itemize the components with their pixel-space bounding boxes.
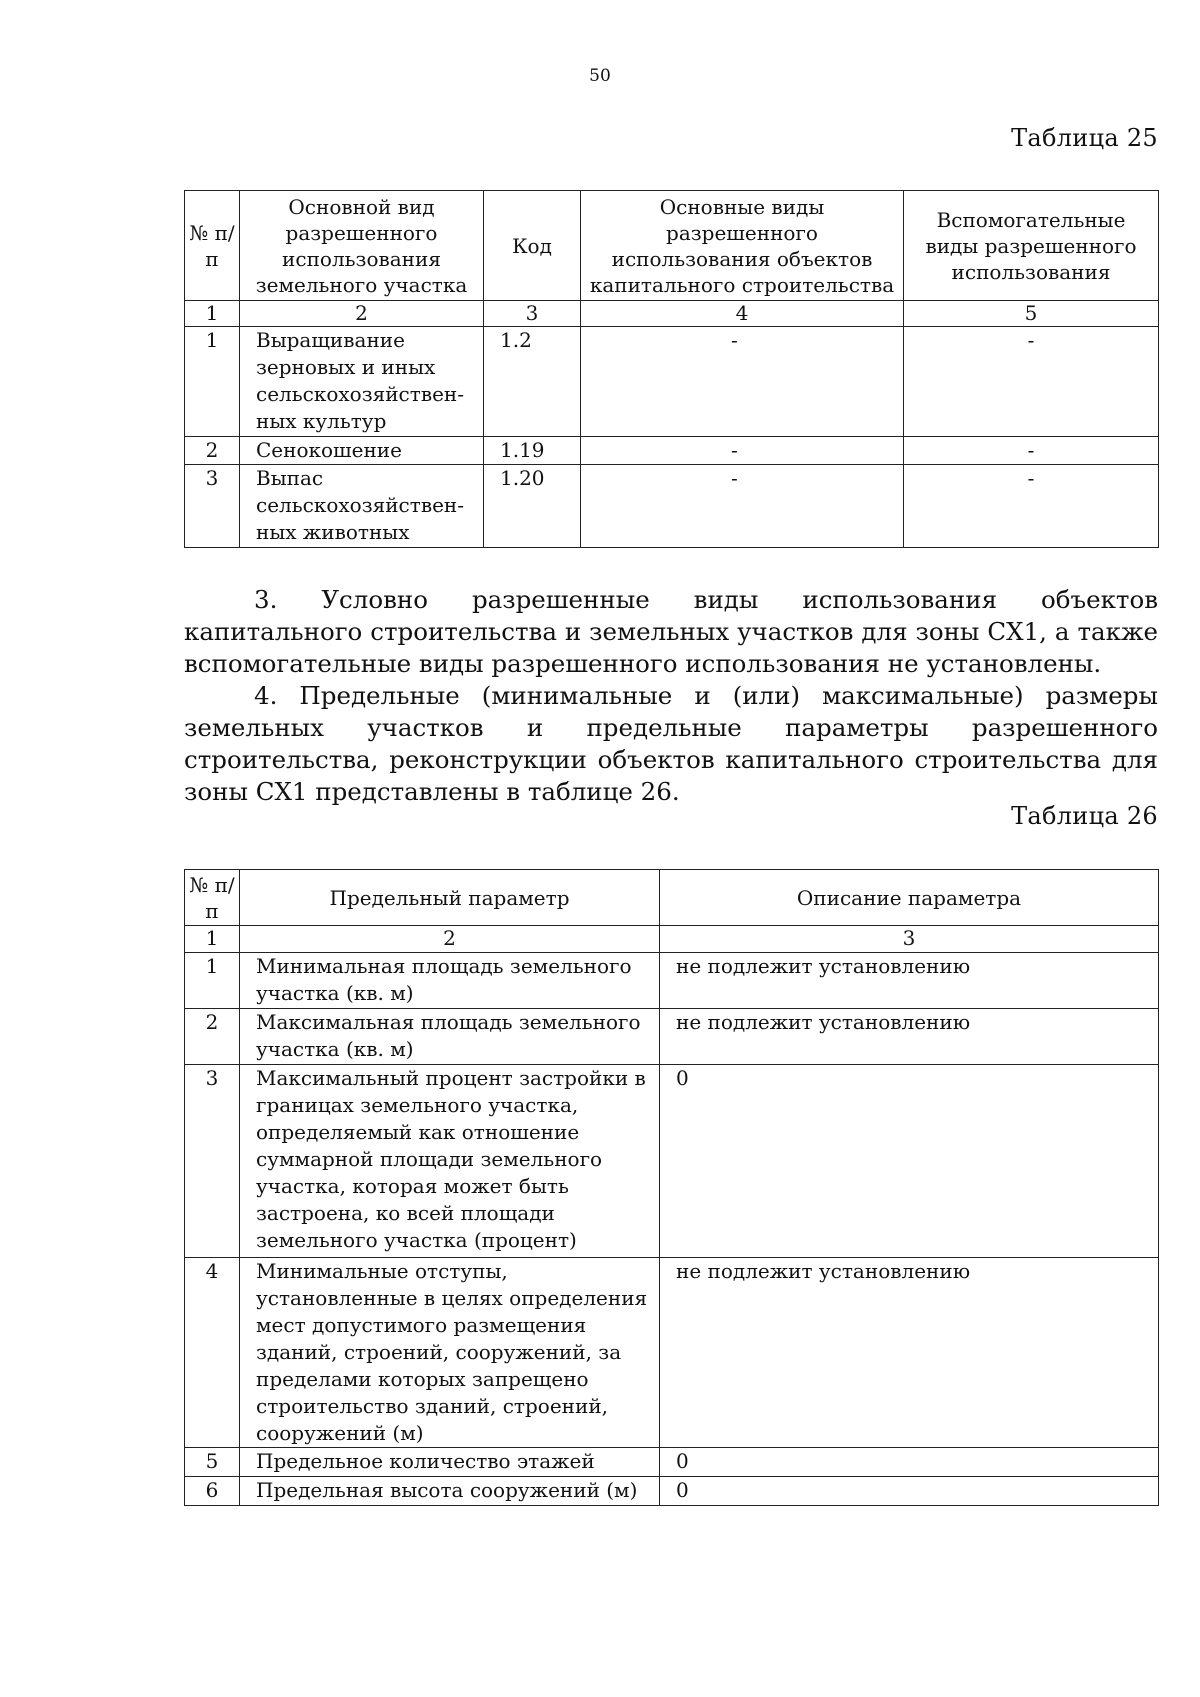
- row-capital-use: -: [581, 437, 904, 465]
- paragraph-4-text: 4. Предельные (минимальные и (или) максимальные) размеры земельных участков и предельные параметры разрешенного строительства, реконструкции объектов капитального строительства для зоны СХ1 представлены в таблице 26.: [184, 681, 1158, 806]
- row-num: 5: [185, 1448, 240, 1477]
- table-row: [185, 327, 1159, 437]
- table-row: [185, 1448, 1159, 1477]
- column-number: 5: [904, 301, 1159, 327]
- column-number: 3: [484, 301, 581, 327]
- column-number: 2: [240, 301, 484, 327]
- row-num: 2: [185, 1009, 240, 1065]
- row-description: 0: [660, 1477, 1159, 1506]
- header-parameter: Предельный параметр: [240, 870, 660, 926]
- table-row: [185, 1009, 1159, 1065]
- column-number: 1: [185, 926, 240, 953]
- table-25-header-row: [185, 191, 1159, 301]
- row-capital-use: -: [581, 465, 904, 548]
- row-code: 1.19: [484, 437, 581, 465]
- column-number: 3: [660, 926, 1159, 953]
- row-auxiliary-use: -: [904, 437, 1159, 465]
- row-num: 3: [185, 465, 240, 548]
- column-number: 1: [185, 301, 240, 327]
- header-auxiliary-use: Вспомогательные виды разрешенного использования: [904, 191, 1159, 301]
- row-land-use: Выращивание зерновых и иных сельскохозяйствен-ных культур: [240, 327, 484, 437]
- row-parameter: Максимальный процент застройки в границах земельного участка, определяемый как отношение суммарной площади земельного участка, которая может быть застроена, ко всей площади земельного участка (процент): [240, 1065, 660, 1258]
- paragraph-4: [184, 680, 1158, 808]
- paragraph-3: [184, 584, 1158, 680]
- column-number: 4: [581, 301, 904, 327]
- table-row: [185, 465, 1159, 548]
- header-num: № п/п: [185, 191, 240, 301]
- row-description: не подлежит установлению: [660, 953, 1159, 1009]
- row-auxiliary-use: -: [904, 465, 1159, 548]
- row-num: 1: [185, 327, 240, 437]
- header-description: Описание параметра: [660, 870, 1159, 926]
- row-code: 1.2: [484, 327, 581, 437]
- header-code: Код: [484, 191, 581, 301]
- row-code: 1.20: [484, 465, 581, 548]
- row-parameter: Минимальные отступы, установленные в целях определения мест допустимого размещения зданий, строений, сооружений, за пределами которых запрещено строительство зданий, строений, сооружений (м): [240, 1258, 660, 1448]
- table-26-header-row: [185, 870, 1159, 926]
- row-description: не подлежит установлению: [660, 1009, 1159, 1065]
- row-num: 6: [185, 1477, 240, 1506]
- row-parameter: Предельная высота сооружений (м): [240, 1477, 660, 1506]
- table-row: [185, 437, 1159, 465]
- table-26-column-numbers: [185, 926, 1159, 953]
- table-25-column-numbers: [185, 301, 1159, 327]
- row-description: 0: [660, 1065, 1159, 1258]
- table-row: [185, 1065, 1159, 1258]
- table-row: [185, 1477, 1159, 1506]
- row-auxiliary-use: -: [904, 327, 1159, 437]
- table-row: [185, 1258, 1159, 1448]
- page-number: 50: [589, 66, 611, 86]
- paragraph-3-text: 3. Условно разрешенные виды использования объектов капитального строительства и земельных участков для зоны СХ1, а также вспомогательные виды разрешенного использования не установлены.: [184, 585, 1158, 678]
- table-26: [184, 869, 1159, 1506]
- row-num: 3: [185, 1065, 240, 1258]
- header-num: № п/п: [185, 870, 240, 926]
- row-land-use: Сенокошение: [240, 437, 484, 465]
- table-25-caption: Таблица 25: [1011, 124, 1158, 152]
- row-description: не подлежит установлению: [660, 1258, 1159, 1448]
- row-parameter: Максимальная площадь земельного участка (кв. м): [240, 1009, 660, 1065]
- column-number: 2: [240, 926, 660, 953]
- row-capital-use: -: [581, 327, 904, 437]
- row-land-use: Выпас сельскохозяйствен-ных животных: [240, 465, 484, 548]
- row-parameter: Предельное количество этажей: [240, 1448, 660, 1477]
- table-25: [184, 190, 1159, 548]
- row-description: 0: [660, 1448, 1159, 1477]
- row-num: 4: [185, 1258, 240, 1448]
- row-parameter: Минимальная площадь земельного участка (кв. м): [240, 953, 660, 1009]
- table-26-caption: Таблица 26: [1011, 802, 1158, 830]
- table-row: [185, 953, 1159, 1009]
- row-num: 1: [185, 953, 240, 1009]
- header-main-capital-use: Основные виды разрешенного использования объектов капитального строительства: [581, 191, 904, 301]
- row-num: 2: [185, 437, 240, 465]
- header-main-land-use: Основной вид разрешенного использования земельного участка: [240, 191, 484, 301]
